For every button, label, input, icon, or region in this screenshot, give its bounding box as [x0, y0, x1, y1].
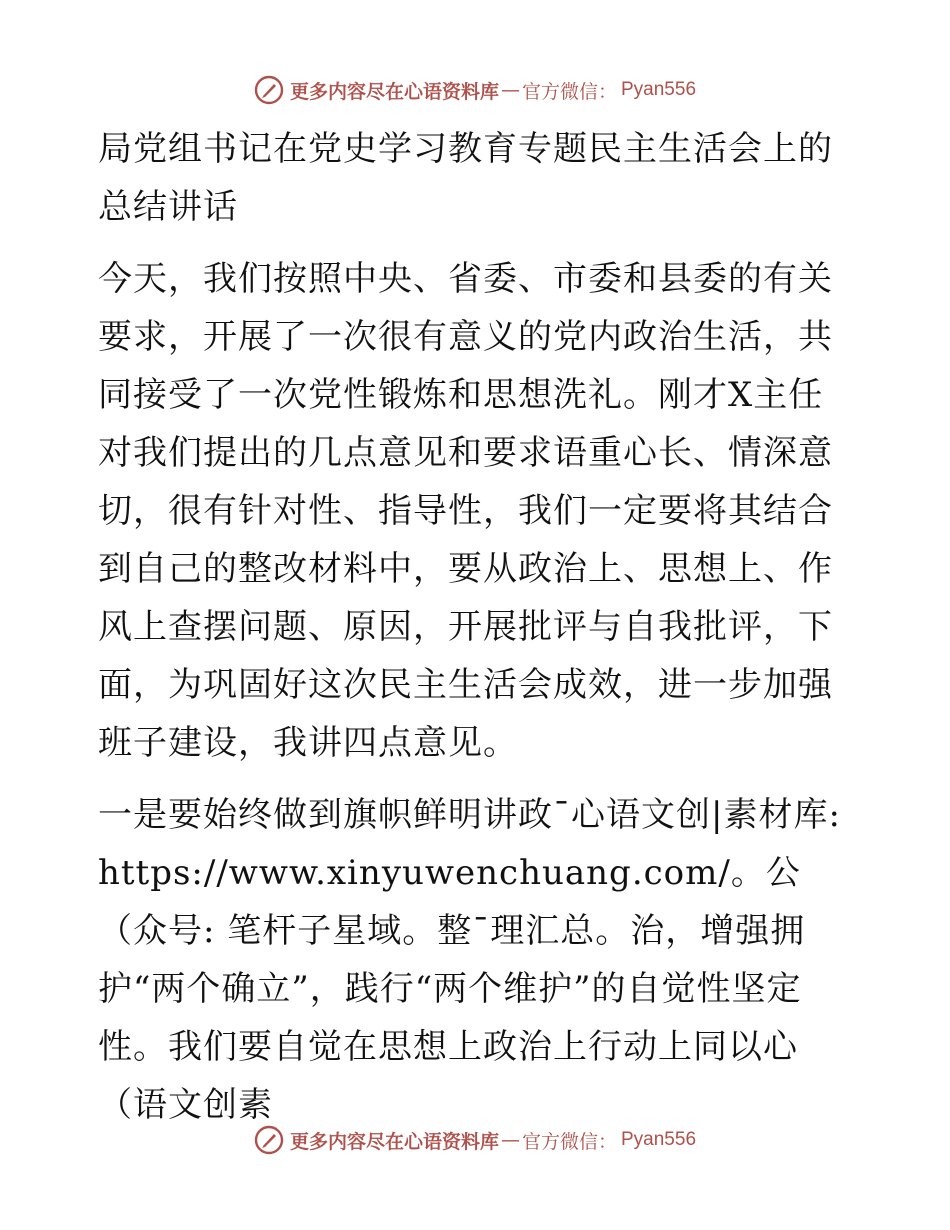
banner-dash: — — [500, 79, 520, 101]
paragraph-point-one: 一是要始终做到旗帜鲜明讲政¯心语文创|素材库: https://www.xinyuwenchuang.com/。公（众号: 笔杆子星域。整¯理汇总。治，增强拥护“两个确立”，践行“两个维护”的自觉性坚定性。我们要自觉在思想上政治上行动上同以心（语文创素 — [98, 795, 841, 1125]
banner-main-text: 更多内容尽在心语资料库 — [289, 80, 499, 103]
banner-text — [290, 1127, 696, 1154]
banner-main-text: 更多内容尽在心语资料库 — [289, 1130, 499, 1153]
banner-text — [290, 77, 696, 104]
banner-dash: — — [500, 1129, 520, 1151]
banner-wechat-id: Pyan556 — [621, 1129, 697, 1150]
banner-wechat-label: 官方微信： — [521, 80, 617, 103]
document-title: 局党组书记在党史学习教育专题民主生活会上的总结讲话 — [98, 129, 833, 227]
header-banner — [0, 70, 950, 110]
quill-pen-logo-icon — [254, 1125, 284, 1155]
banner-wechat-id: Pyan556 — [621, 79, 697, 100]
footer-banner — [0, 1120, 950, 1160]
document-body — [98, 120, 850, 1148]
banner-wechat-label: 官方微信： — [521, 1130, 617, 1153]
quill-pen-logo-icon — [254, 75, 284, 105]
paragraph-intro: 今天，我们按照中央、省委、市委和县委的有关要求，开展了一次很有意义的党内政治生活，共同接受了一次党性锻炼和思想洗礼。刚才X主任对我们提出的几点意见和要求语重心长、情深意切，很有针对性、指导性，我们一定要将其结合到自己的整改材料中，要从政治上、思想上、作风上查摆问题、原因，开展批评与自我批评，下面，为巩固好这次民主生活会成效，进一步加强班子建设，我讲四点意见。 — [98, 259, 833, 763]
